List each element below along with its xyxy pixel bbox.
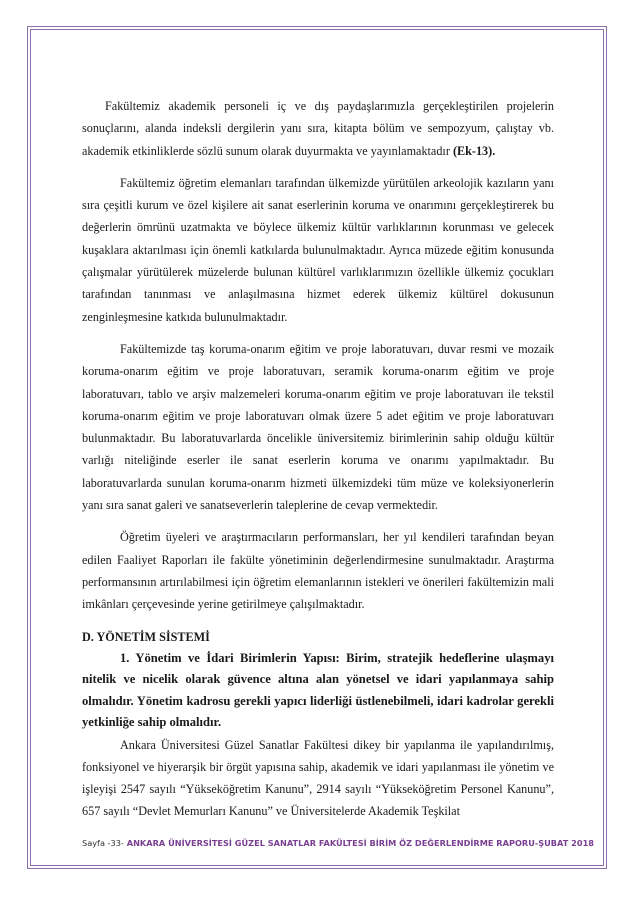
- page-footer: [82, 838, 594, 848]
- paragraph-performance: Öğretim üyeleri ve araştırmacıların performansları, her yıl kendileri tarafından beyan edilen Faaliyet Raporları ile fakülte yönetiminin değerlendirmesine sunulmaktadır. Araştırma performansının artırılabilmesi için öğretim elemanlarının istekleri ve önerileri fakültemizin mali imkânları çerçevesinde yerine getirilmeye çalışılmaktadır.: [82, 530, 554, 612]
- section-heading: D. YÖNETİM SİSTEMİ: [82, 629, 210, 644]
- paragraph-conservation: Fakültemiz öğretim elemanları tarafından ülkemizde yürütülen arkeolojik kazıların yanı sıra çeşitli kurum ve özel kişilere ait sanat eserlerinin koruma ve onarımını gerçekleştirerek bu değerlerin ömrünü uzatmakta ve böylece ülkemiz kültür varlıklarının korunması ve gelecek kuşaklara aktarılması için önemli katkılarda bulunulmaktadır. Ayrıca müzede eğitim konusunda çalışmalar yürütülerek müzelerde bulunan kültürel varlıklarımızın özellikle ülkemiz çocukları tarafından tanınması ve anlaşılmasına hizmet ederek ülkemiz kültürel dokusunun zenginleşmesine katkıda bulunulmaktadır.: [82, 175, 554, 324]
- paragraph-publications: [82, 95, 554, 162]
- paragraph-text: Fakültemiz akademik personeli iç ve dış paydaşlarımızla gerçekleştirilen projelerin sonuçlarını, alanda indeksli dergilerin yanı sıra, kitapta bölüm ve sempozyum, çalıştay vb. akademik etkinliklerde sözlü sunum olarak duyurmakta ve yayınlamaktadır: [82, 99, 554, 158]
- paragraph-management: Ankara Üniversitesi Güzel Sanatlar Fakültesi dikey bir yapılanma ile yapılandırılmış, fonksiyonel ve hiyerarşik bir örgüt yapısına sahip, akademik ve idari yapılanması ile yönetim ve işleyişi 2547 sayılı “Yükseköğretim Kanunu”, 2914 sayılı “Yükseköğretim Personel Kanunu”, 657 sayılı “Devlet Memurları Kanunu” ve Üniversitelerde Akademik Teşkilat: [82, 737, 554, 819]
- report-title: ANKARA ÜNİVERSİTESİ GÜZEL SANATLAR FAKÜLTESİ BİRİM ÖZ DEĞERLENDİRME RAPORU-ŞUBAT 2018: [123, 838, 594, 848]
- appendix-reference: (Ek-13).: [452, 143, 496, 158]
- document-body: [82, 95, 554, 823]
- paragraph-laboratories: Fakültemizde taş koruma-onarım eğitim ve proje laboratuvarı, duvar resmi ve mozaik koruma-onarım eğitim ve proje laboratuvarı, seramik koruma-onarım eğitim ve proje laboratuvarı, tablo ve arşiv malzemeleri koruma-onarım eğitim ve proje laboratuvarı ile tekstil koruma-onarım eğitim ve proje laboratuvarı olmak üzere 5 adet eğitim ve proje laboratuvarı bulunmaktadır. Bu laboratuvarlarda öncelikle üniversitemiz birimlerinin sahip olduğu kültür varlığı niteliğinde eserler ile sanat eserlerin koruma ve onarımı yapılmaktadır. Bu laboratuvarlarda sunulan koruma-onarım hizmeti ülkemizdeki tüm müze ve koleksiyonerlerin yanı sıra sanat galeri ve sanatseverlerin taleplerine de cevap vermektedir.: [82, 341, 554, 513]
- section-subheading: 1. Yönetim ve İdari Birimlerin Yapısı: Birim, stratejik hedeflerine ulaşmayı nitelik ve nicelik olarak güvence altına alan yönetsel ve idari yapılanmaya sahip olmalıdır. Yönetim kadrosu gerekli yapıcı liderliği üstlenebilmeli, idari kadrolar gerekli yetkinliğe sahip olmalıdır.: [82, 650, 554, 730]
- page-number: Sayfa -33-: [82, 838, 124, 848]
